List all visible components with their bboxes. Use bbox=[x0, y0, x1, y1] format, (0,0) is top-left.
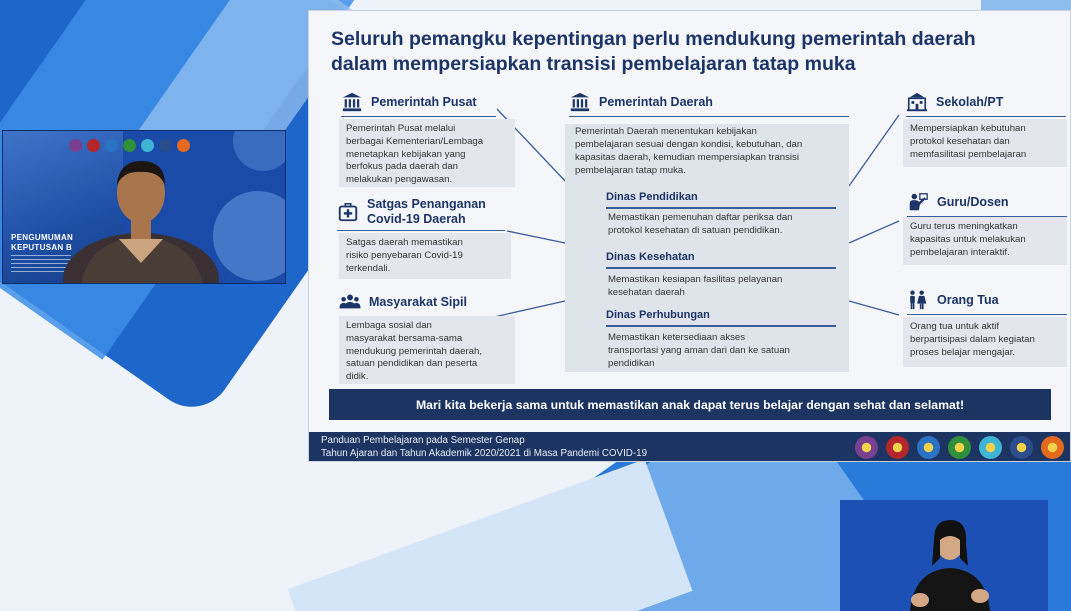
dinas-perhubungan-title: Dinas Perhubungan bbox=[606, 309, 710, 321]
teacher-icon bbox=[907, 191, 929, 213]
dinas-perhubungan-description: Memastikan ketersediaan akses transportasi yang aman dari dan ke satuan pendidikan bbox=[608, 332, 790, 369]
orang-tua-description: Orang tua untuk aktif berpartisipasi dalam kegiatan proses belajar mengajar. bbox=[903, 317, 1067, 367]
section-guru-dosen bbox=[907, 191, 1009, 213]
sign-language-interpreter-video bbox=[840, 500, 1048, 611]
speaker-person bbox=[61, 141, 231, 284]
institution-logo-1 bbox=[855, 436, 878, 459]
section-title: Guru/Dosen bbox=[937, 194, 1009, 209]
guru-description: Guru terus meningkatkan kapasitas untuk melakukan pembelajaran interaktif. bbox=[903, 217, 1067, 265]
institution-logo-4 bbox=[948, 436, 971, 459]
section-pemerintah-pusat bbox=[341, 91, 477, 113]
section-satgas-covid bbox=[337, 197, 486, 227]
dinas-kesehatan-title: Dinas Kesehatan bbox=[606, 251, 695, 263]
institution-logo-3 bbox=[917, 436, 940, 459]
section-title: Sekolah/PT bbox=[936, 94, 1004, 109]
dinas-pendidikan-description: Memastikan pemenuhan daftar periksa dan protokol kesehatan di satuan pendidikan. bbox=[608, 212, 793, 236]
government-building-icon bbox=[569, 91, 591, 113]
institution-logos bbox=[855, 436, 1064, 459]
sekolah-description: Mempersiapkan kebutuhan protokol kesehatan dan memfasilitasi pembelajaran bbox=[903, 119, 1067, 167]
parents-icon bbox=[907, 289, 929, 311]
announcement-text: PENGUMUMAN KEPUTUSAN B bbox=[11, 233, 74, 252]
section-pemerintah-daerah bbox=[569, 91, 713, 113]
government-building-icon bbox=[341, 91, 363, 113]
footer-caption: Panduan Pembelajaran pada Semester Genap Tahun Ajaran dan Tahun Akademik 2020/2021 di Masa Pandemi COVID-19 bbox=[321, 435, 648, 459]
section-orang-tua bbox=[907, 289, 999, 311]
masyarakat-sipil-description: Lembaga sosial dan masyarakat bersama-sama mendukung pemerintah daerah, satuan pendidikan dan peserta didik. bbox=[339, 316, 515, 384]
medical-kit-icon bbox=[337, 201, 359, 223]
dinas-kesehatan-description: Memastikan kesiapan fasilitas pelayanan kesehatan daerah bbox=[608, 274, 783, 298]
slide-footer bbox=[309, 432, 1071, 462]
school-building-icon bbox=[906, 91, 928, 113]
institution-logo-2 bbox=[886, 436, 909, 459]
institution-logo-6 bbox=[1010, 436, 1033, 459]
closing-banner: Mari kita bekerja sama untuk memastikan anak dapat terus belajar dengan sehat dan selamat! bbox=[329, 389, 1051, 420]
section-masyarakat-sipil bbox=[339, 291, 467, 313]
institution-logo-5 bbox=[979, 436, 1002, 459]
pemerintah-pusat-description: Pemerintah Pusat melalui berbagai Kementerian/Lembaga menetapkan kebijakan yang berfokus pada daerah dan melakukan pengawasan. bbox=[339, 119, 515, 187]
section-title: Orang Tua bbox=[937, 292, 999, 307]
slide-title: Seluruh pemangku kepentingan perlu mendukung pemerintah daerah dalam mempersiapkan transisi pembelajaran tatap muka bbox=[331, 28, 976, 75]
institution-logo-7 bbox=[1041, 436, 1064, 459]
speaker-video bbox=[2, 130, 286, 284]
interpreter-person bbox=[840, 500, 1048, 611]
section-sekolah-pt bbox=[906, 91, 1003, 113]
people-group-icon bbox=[339, 291, 361, 313]
section-title: Pemerintah Daerah bbox=[599, 94, 713, 109]
satgas-description: Satgas daerah memastikan risiko penyebaran Covid-19 terkendali. bbox=[339, 233, 511, 279]
presentation-slide bbox=[308, 10, 1071, 462]
section-title: Satgas Penanganan Covid-19 Daerah bbox=[367, 197, 486, 226]
section-title: Masyarakat Sipil bbox=[369, 294, 467, 309]
dinas-pendidikan-title: Dinas Pendidikan bbox=[606, 191, 698, 203]
pemerintah-daerah-description: Pemerintah Daerah menentukan kebijakan pembelajaran sesuai dengan kondisi, kebutuhan, dan kapasitas daerah, kemudian mempersiapkan transisi pembelajaran tatap muka. bbox=[575, 126, 803, 176]
section-title: Pemerintah Pusat bbox=[371, 94, 477, 109]
